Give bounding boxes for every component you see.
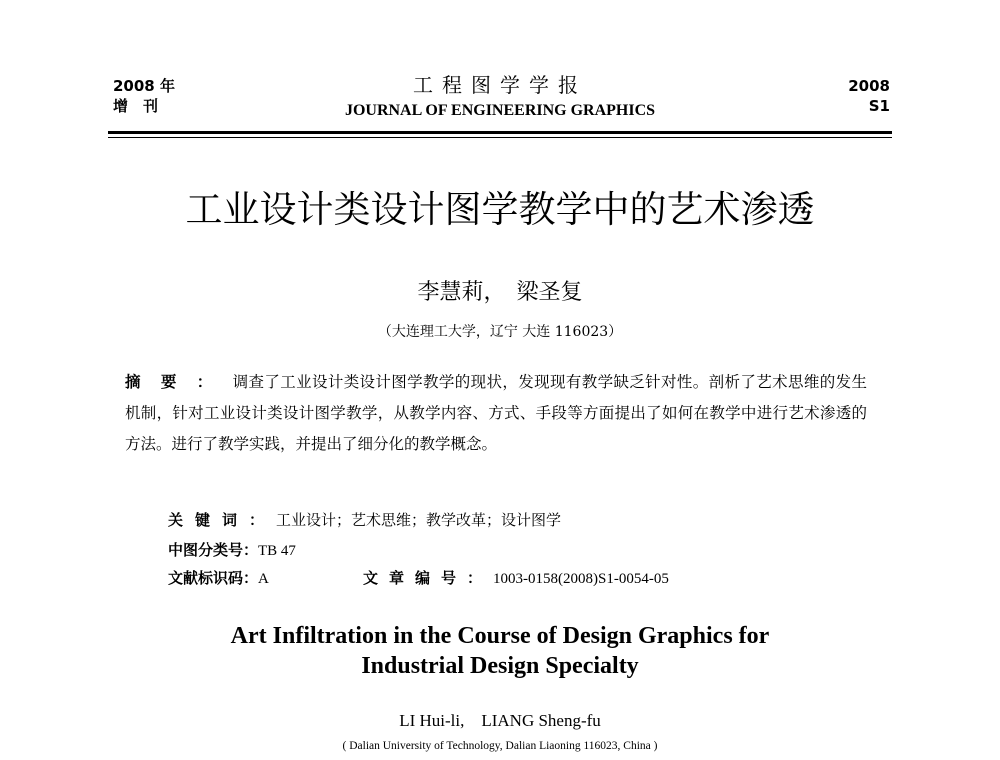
doc-code-line [168, 567, 269, 590]
authors-en: LI Hui-li, LIANG Sheng-fu [399, 711, 601, 730]
keywords-value: 工业设计；艺术思维；教学改革；设计图学 [276, 511, 562, 529]
doc-code-value: A [258, 571, 269, 587]
classification-label: 中图分类号： [168, 541, 259, 559]
doc-code-label: 文献标识码： [168, 569, 259, 587]
article-title-en-line1: Art Infiltration in the Course of Design Graphics for [230, 623, 770, 649]
journal-title-en: JOURNAL OF ENGINEERING GRAPHICS [344, 102, 656, 119]
authors-cn: 李慧莉， 梁圣复 [417, 280, 583, 305]
keywords-line [168, 509, 561, 531]
header-rule-thin [108, 137, 892, 138]
header-right [848, 76, 890, 116]
article-title-en [0, 621, 1000, 681]
article-number-label: 文章编号： [363, 569, 494, 587]
article-number-line [363, 567, 669, 590]
header-issue-cn: 增 刊 [113, 97, 159, 115]
header-rule-thick [108, 131, 892, 134]
abstract-text: 调查了工业设计类设计图学教学的现状，发现现有教学缺乏针对性。剖析了艺术思维的发生机制，针对工业设计类设计图学教学，从教学内容、方式、手段等方面提出了如何在教学中进行艺术渗透的方法。进行了教学实践，并提出了细分化的教学概念。 [125, 373, 867, 453]
header-issue: S1 [868, 97, 890, 115]
article-title-cn: 工业设计类设计图学教学中的艺术渗透 [185, 188, 815, 231]
journal-title-cn: 工程图学学报 [413, 73, 587, 97]
abstract-label: 摘要： [125, 373, 233, 391]
classification-value: TB 47 [258, 543, 296, 559]
article-title-en-line2: Industrial Design Specialty [361, 653, 639, 679]
keywords-label: 关键词： [168, 511, 277, 529]
affiliation-en: ( Dalian University of Technology, Dalian Liaoning 116023, China ) [342, 740, 658, 752]
affiliation-cn: （大连理工大学，辽宁 大连 116023） [377, 324, 623, 340]
classification-line [168, 539, 296, 562]
article-number-value: 1003-0158(2008)S1-0054-05 [493, 571, 669, 587]
header-year-cn: 2008 年 [113, 77, 175, 95]
header-year: 2008 [848, 77, 890, 95]
abstract-cn [125, 367, 867, 460]
